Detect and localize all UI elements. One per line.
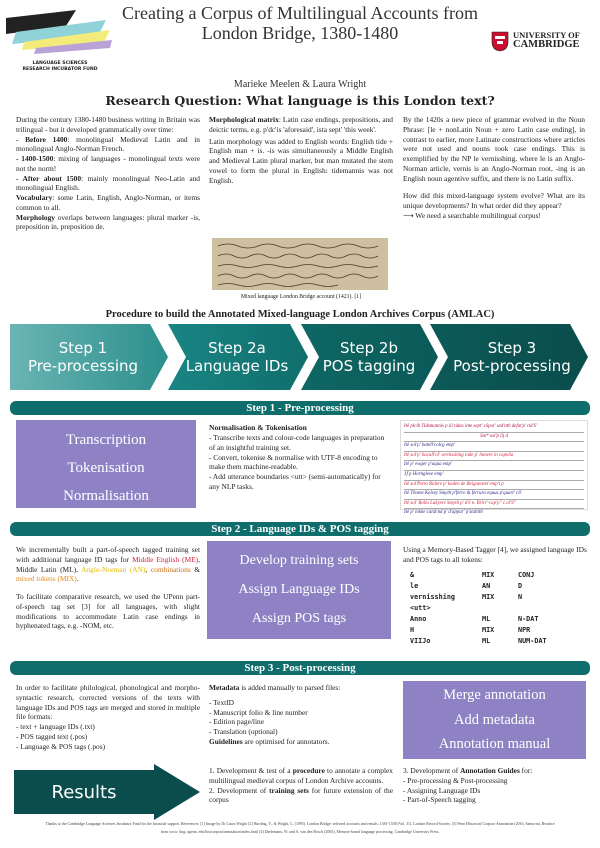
- step2-left: [16, 545, 200, 631]
- university-logo: [490, 30, 598, 52]
- tag-table-cell: le: [410, 582, 419, 590]
- step1-bullet: - Convert, tokenise & normalise with UTF-8 encoding to make them machine-readable.: [209, 452, 378, 472]
- footer-line2: from www. ling. upenn. edu/histcorpora/annotation/index.html [4] Daelemans, W. and A. van den Bosch (2005), Memory-based language processing. Cambridge University Press.: [160, 830, 440, 835]
- tag-table-row: [410, 614, 590, 625]
- col2-p1: Latin morphology was added to English words: English tide + English man + is. -is was simultaneously a Middle English and Medieval Latin plural marker, but man mutated the stem vowel to form the plural in English: tidemannis was not English.: [209, 136, 393, 185]
- manuscript-caption: Mixed language London Bridge account (1421). [1]: [240, 294, 362, 300]
- meta-item: - Manuscript folio & line number: [209, 707, 308, 717]
- step2-tagset: To facilitate comparative research, we used the UPenn part-of-speech tag set [3] for all languages, with slight modifications to accommodate Latin case endings in hyphenated tags, e.g. -NOM, etc.: [16, 592, 200, 631]
- step3-intro: In order to facilitate philological, phonological and morpho-syntactic research, corrected versions of the texts with language IDs and POS tags are merged and stored in multiple file formats:: [16, 683, 200, 722]
- tag-table-cell: CONJ: [518, 571, 535, 579]
- tag-table-cell: AN: [482, 582, 491, 590]
- tag-table-cell: MIX: [482, 626, 495, 634]
- logo-graphic-icon: [6, 8, 114, 54]
- tag-table-cell: MIX: [482, 571, 495, 579]
- step1-heading: Step 1 - Pre-processing: [10, 401, 590, 415]
- result-item: 3. Development of Annotation Guides for:: [403, 766, 533, 775]
- step2-right-intro: Using a Memory-Based Tagger [4], we assigned language IDs and POS tags to all tokens:: [403, 545, 587, 564]
- tag-table-cell: [518, 603, 578, 614]
- tag-table-cell: Anno: [410, 615, 427, 623]
- step1-box-item: Normalisation: [63, 488, 149, 504]
- footer-line1: Thanks to the Cambridge Language Sciences Incubator Fund for the financial support. References: [1] Image by Dr Laura Wright [2] Harding, V., & Wright, L. (1995). London Bridge: selected accounts and rentals, 1381-1538 (Vol. 31). London Record Society. [3] Penn Historical Corpora Annotation (2016, Santorini, Beatrice: [45, 822, 555, 826]
- sample-line: Itē sol'p' batell'colcg emp': [404, 442, 584, 452]
- col3-p0: By the 1420s a new piece of grammar evolved in the Noun Phrase: [le + nonLatin Noun + zero Latin case ending], in contrast to earlier, more Latinate constructions where articles were not used and nouns took case endings. This is exemplified by the NP le vernisshing, where le is an Anglo-Norman article, vernis is an Anglo-Norman root, -ing is an English noun agentive suffix, and there is no Latin suffix.: [403, 115, 585, 183]
- step1-subhead: Normalisation & Tokenisation: [209, 423, 307, 432]
- sample-line: Itē p' ewger p'aqua emp': [404, 461, 584, 471]
- sample-line: Itē sol' Rollo Lakyere Smyth p' d'ē n. Brirr'·cap'p'' c.ol'S°: [404, 500, 584, 510]
- intro-col3: [403, 115, 585, 221]
- step2b-label: Step 2b POS tagging: [322, 339, 416, 375]
- sample-line: Itē plcib Tidemannis p iii tidas inte sept' cōpot' sed'ntb defat'p' tid'S': [404, 423, 584, 433]
- format-item: - Language & POS tags (.pos): [16, 741, 106, 751]
- tag-table-cell: NUM-DAT: [518, 637, 547, 645]
- col1-p4: Vocabulary: some Latin, English, Anglo-Norman, or items common to all.: [16, 193, 200, 212]
- step2-box-item: Assign POS tags: [251, 611, 347, 626]
- sample-line: Sm* sol'p lij d: [404, 433, 584, 443]
- step1-text: [209, 423, 389, 492]
- authors: Marieke Meelen & Laura Wright: [233, 79, 367, 90]
- col1-p0: During the century 1380-1480 business writing in Britain was trilingual - but it developed grammatically over time:: [16, 115, 200, 134]
- step2a-label: Step 2a Language IDs: [185, 339, 289, 375]
- step3-box-item: Merge annotation: [443, 687, 546, 703]
- step1-box: [16, 420, 196, 508]
- meta-item: - Translation (optional): [209, 727, 278, 737]
- tag-table-cell: NPR: [518, 626, 531, 634]
- step1-box-item: Transcription: [65, 432, 147, 448]
- step1-label: Step 1 Pre-processing: [27, 339, 139, 375]
- result-item: - Part-of-Speech tagging: [403, 795, 476, 805]
- col2-p0: Morphological matrix: Latin case endings, prepositions, and deictic terms, e.g. p'dc'is 'aforesaid', ista sept' 'this week'.: [209, 115, 393, 134]
- step3-left: [16, 683, 200, 751]
- step3-heading: Step 3 - Post-processing: [10, 661, 590, 675]
- step1-bullet: - Add utterance boundaries <utt> (semi-automatically) for any NLP tasks.: [209, 472, 381, 491]
- result-item: - Pre-processing & Post-processing: [403, 775, 508, 785]
- tag-table-cell: &: [410, 571, 415, 579]
- guidelines: Guidelines are optimised for annotators.: [209, 736, 330, 746]
- poster-title: Creating a Corpus of Multilingual Accounts from London Bridge, 1380-1480: [122, 3, 478, 43]
- col3-p2: ⟶ We need a searchable multilingual corpus!: [403, 210, 541, 220]
- col1-p5: Morphology overlaps between languages: plural marker -is, preposition in, preposition de.: [16, 212, 200, 232]
- manuscript-image: [212, 238, 388, 290]
- crest-icon: [490, 30, 510, 52]
- col1-p1: - Before 1400: monolingual Medieval Latin and in monolingual Anglo-Norman French.: [16, 134, 200, 154]
- step3-box-item: Add metadata: [454, 711, 535, 728]
- sample-line: Itē sol'p' bacull'ol' vernisshing inde p' honere in capella: [404, 452, 584, 462]
- tag-table-row: [410, 636, 590, 647]
- research-question: Research Question: What language is this London text?: [105, 93, 495, 108]
- tag-table-cell: <utt>: [410, 604, 431, 612]
- logo: [6, 8, 114, 70]
- results-right: [403, 766, 587, 805]
- format-item: - text + language IDs (.txt): [16, 722, 95, 732]
- tag-table-row: [410, 625, 590, 636]
- tag-table-row: [410, 581, 590, 592]
- step2-box-item: Assign Language IDs: [238, 582, 360, 597]
- tag-table-cell: H: [410, 626, 415, 634]
- transcription-sample: [400, 420, 588, 516]
- meta-item: - Edition page/line: [209, 717, 265, 727]
- format-item: - POS tagged text (.pos): [16, 731, 88, 741]
- col3-p1: How did this mixed-language system evolve? What are its unique developments? In what order did they appear?: [403, 191, 585, 211]
- step2-heading: Step 2 - Language IDs & POS tagging: [10, 522, 590, 536]
- sample-line: Itē p' lokke cardcnd p' d'appar' p'stabith: [404, 510, 483, 516]
- intro-col1: [16, 115, 200, 232]
- tag-table-cell: [482, 603, 518, 614]
- result-item: - Assigning Language IDs: [403, 785, 481, 795]
- logo-text: LANGUAGE SCIENCES RESEARCH INCUBATOR FUND: [22, 61, 98, 72]
- step1-box-item: Tokenisation: [67, 460, 145, 476]
- results-middle: [209, 766, 393, 805]
- step2-intro: We incrementally built a part-of-speech tagged training set with additional language ID tags for Middle English (ME), Middle Latin (ML), Anglo-Norman (AN), combinations & mixed tokens (MIX).: [16, 545, 201, 584]
- step3-middle: [209, 683, 393, 747]
- tag-table-cell: VIIJo: [410, 637, 431, 645]
- tag-table-cell: ML: [482, 615, 491, 623]
- university-line2: CAMBRIDGE: [513, 39, 580, 51]
- tag-table: [410, 570, 590, 647]
- col1-p2: - 1400-1500: mixing of languages - monolingual texts were not the norm!: [16, 154, 200, 173]
- col1-p3: - After about 1500: mainly monolingual Neo-Latin and monolingual English.: [16, 173, 200, 193]
- tag-table-row: [410, 570, 590, 581]
- tag-table-row: [410, 603, 590, 614]
- sample-line: Itē Thome Kelsey Smyth p'ferro & ferrura equus p'quart' cli': [404, 490, 584, 500]
- tag-table-cell: MIX: [482, 593, 495, 601]
- step3-label: Step 3 Post-processing: [453, 339, 571, 375]
- university-line1: UNIVERSITY OF: [513, 29, 580, 40]
- sample-line: Itē sol'Petro Ridere p' koden de Reigatestel emp't p: [404, 481, 584, 491]
- sample-line: 1f p Hornglese emp': [404, 471, 584, 481]
- footer: [8, 822, 592, 836]
- step3-box-item: Annotation manual: [438, 736, 551, 752]
- result-item: 2. Development of training sets for future extension of the corpus: [209, 785, 393, 805]
- meta-item: - TextID: [209, 697, 235, 707]
- procedure-heading: Procedure to build the Annotated Mixed-language London Archives Corpus (AMLAC): [105, 309, 495, 320]
- tag-table-row: [410, 592, 590, 603]
- tag-table-cell: D: [518, 582, 523, 590]
- tag-table-cell: N-DAT: [518, 615, 539, 623]
- tag-table-cell: vernisshing: [410, 593, 456, 601]
- tag-table-cell: ML: [482, 637, 491, 645]
- step2-box: [207, 541, 391, 639]
- results-label: Results: [51, 781, 117, 803]
- meta-intro: Metadata is added manually to parsed files:: [209, 683, 341, 692]
- intro-col2: [209, 115, 393, 185]
- tag-table-cell: N: [518, 593, 523, 601]
- step2-box-item: Develop training sets: [239, 553, 359, 568]
- step3-box: [403, 681, 586, 759]
- result-item: 1. Development & test of a procedure to annotate a complex multilingual medieval corpus of London Archive accounts.: [209, 766, 393, 785]
- step1-bullet: - Transcribe texts and colour-code languages in preparation of an insightful training set.: [209, 433, 385, 452]
